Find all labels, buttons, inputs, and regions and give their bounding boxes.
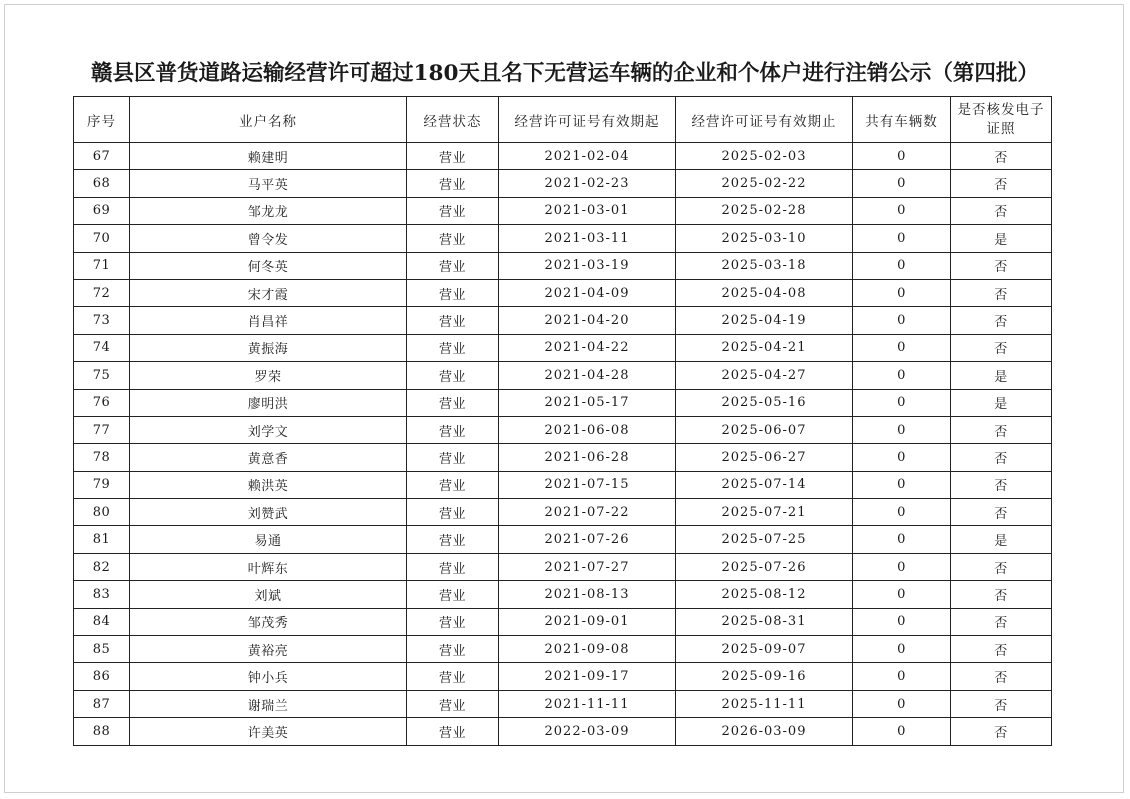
table-row xyxy=(74,471,1052,498)
cell-e-license-issued: 否 xyxy=(951,170,1052,197)
cell-operator-name: 何冬英 xyxy=(130,252,407,279)
cell-license-valid-from: 2022-03-09 xyxy=(499,718,676,745)
cell-serial-number: 79 xyxy=(74,471,130,498)
cell-e-license-issued: 否 xyxy=(951,608,1052,635)
cell-license-valid-from: 2021-06-28 xyxy=(499,444,676,471)
cell-business-status: 营业 xyxy=(407,444,499,471)
cell-license-valid-from: 2021-04-22 xyxy=(499,334,676,361)
cell-business-status: 营业 xyxy=(407,718,499,745)
cell-license-valid-from: 2021-09-01 xyxy=(499,608,676,635)
cell-operator-name: 谢瑞兰 xyxy=(130,690,407,717)
table-row xyxy=(74,553,1052,580)
cell-license-valid-to: 2025-09-16 xyxy=(676,663,853,690)
cell-business-status: 营业 xyxy=(407,499,499,526)
cell-vehicle-count: 0 xyxy=(853,279,951,306)
cell-vehicle-count: 0 xyxy=(853,581,951,608)
cell-e-license-issued: 否 xyxy=(951,471,1052,498)
cell-vehicle-count: 0 xyxy=(853,389,951,416)
cell-e-license-issued: 否 xyxy=(951,553,1052,580)
cell-serial-number: 74 xyxy=(74,334,130,361)
cell-operator-name: 刘学文 xyxy=(130,416,407,443)
cell-serial-number: 77 xyxy=(74,416,130,443)
cell-operator-name: 黄裕亮 xyxy=(130,636,407,663)
cell-license-valid-to: 2025-08-12 xyxy=(676,581,853,608)
cell-e-license-issued: 否 xyxy=(951,197,1052,224)
cell-vehicle-count: 0 xyxy=(853,416,951,443)
cell-vehicle-count: 0 xyxy=(853,718,951,745)
cell-operator-name: 邹龙龙 xyxy=(130,197,407,224)
cell-business-status: 营业 xyxy=(407,553,499,580)
cell-license-valid-to: 2025-11-11 xyxy=(676,690,853,717)
cell-e-license-issued: 是 xyxy=(951,225,1052,252)
table-row xyxy=(74,225,1052,252)
table-row xyxy=(74,499,1052,526)
table-row xyxy=(74,389,1052,416)
cell-operator-name: 刘赞武 xyxy=(130,499,407,526)
cell-license-valid-from: 2021-04-20 xyxy=(499,307,676,334)
cell-vehicle-count: 0 xyxy=(853,362,951,389)
cell-operator-name: 钟小兵 xyxy=(130,663,407,690)
cell-serial-number: 73 xyxy=(74,307,130,334)
cell-operator-name: 刘斌 xyxy=(130,581,407,608)
cell-business-status: 营业 xyxy=(407,197,499,224)
cell-operator-name: 肖昌祥 xyxy=(130,307,407,334)
cell-serial-number: 70 xyxy=(74,225,130,252)
cell-vehicle-count: 0 xyxy=(853,553,951,580)
cell-operator-name: 赖洪英 xyxy=(130,471,407,498)
cell-license-valid-from: 2021-11-11 xyxy=(499,690,676,717)
table-row xyxy=(74,334,1052,361)
cell-license-valid-from: 2021-05-17 xyxy=(499,389,676,416)
cell-e-license-issued: 否 xyxy=(951,636,1052,663)
cell-license-valid-from: 2021-04-09 xyxy=(499,279,676,306)
cell-business-status: 营业 xyxy=(407,252,499,279)
table-row xyxy=(74,143,1052,170)
cell-vehicle-count: 0 xyxy=(853,307,951,334)
cell-business-status: 营业 xyxy=(407,416,499,443)
cell-license-valid-to: 2025-02-28 xyxy=(676,197,853,224)
cell-business-status: 营业 xyxy=(407,526,499,553)
cell-operator-name: 廖明洪 xyxy=(130,389,407,416)
cell-operator-name: 宋才霞 xyxy=(130,279,407,306)
cell-e-license-issued: 是 xyxy=(951,362,1052,389)
cell-serial-number: 71 xyxy=(74,252,130,279)
cell-operator-name: 罗荣 xyxy=(130,362,407,389)
cell-e-license-issued: 否 xyxy=(951,252,1052,279)
cell-vehicle-count: 0 xyxy=(853,334,951,361)
cell-e-license-issued: 否 xyxy=(951,307,1052,334)
cell-operator-name: 马平英 xyxy=(130,170,407,197)
cell-license-valid-to: 2025-07-26 xyxy=(676,553,853,580)
cell-serial-number: 78 xyxy=(74,444,130,471)
cell-serial-number: 87 xyxy=(74,690,130,717)
cell-license-valid-to: 2025-04-08 xyxy=(676,279,853,306)
cell-serial-number: 88 xyxy=(74,718,130,745)
cell-vehicle-count: 0 xyxy=(853,143,951,170)
cell-vehicle-count: 0 xyxy=(853,608,951,635)
table-row xyxy=(74,608,1052,635)
table-row xyxy=(74,307,1052,334)
cell-business-status: 营业 xyxy=(407,389,499,416)
header-business-status: 经营状态 xyxy=(407,97,499,143)
cell-license-valid-to: 2026-03-09 xyxy=(676,718,853,745)
cell-operator-name: 曾令发 xyxy=(130,225,407,252)
cell-license-valid-to: 2025-07-14 xyxy=(676,471,853,498)
table-row xyxy=(74,636,1052,663)
table-row xyxy=(74,526,1052,553)
cell-license-valid-to: 2025-09-07 xyxy=(676,636,853,663)
cell-business-status: 营业 xyxy=(407,362,499,389)
cell-license-valid-to: 2025-07-25 xyxy=(676,526,853,553)
cell-business-status: 营业 xyxy=(407,307,499,334)
cell-e-license-issued: 否 xyxy=(951,444,1052,471)
cell-serial-number: 76 xyxy=(74,389,130,416)
table-row xyxy=(74,279,1052,306)
cell-serial-number: 85 xyxy=(74,636,130,663)
cell-serial-number: 72 xyxy=(74,279,130,306)
table-header-row xyxy=(74,97,1052,143)
cell-license-valid-to: 2025-04-19 xyxy=(676,307,853,334)
cell-license-valid-to: 2025-06-07 xyxy=(676,416,853,443)
cell-license-valid-from: 2021-04-28 xyxy=(499,362,676,389)
cell-serial-number: 83 xyxy=(74,581,130,608)
cell-business-status: 营业 xyxy=(407,279,499,306)
table-row xyxy=(74,197,1052,224)
cell-vehicle-count: 0 xyxy=(853,471,951,498)
cell-operator-name: 叶辉东 xyxy=(130,553,407,580)
cell-serial-number: 80 xyxy=(74,499,130,526)
header-license-valid-from: 经营许可证号有效期起 xyxy=(499,97,676,143)
header-e-license-issued: 是否核发电子证照 xyxy=(951,97,1052,143)
cell-license-valid-to: 2025-04-21 xyxy=(676,334,853,361)
header-vehicle-count: 共有车辆数 xyxy=(853,97,951,143)
cell-operator-name: 邹茂秀 xyxy=(130,608,407,635)
table-row xyxy=(74,416,1052,443)
cell-business-status: 营业 xyxy=(407,636,499,663)
cell-vehicle-count: 0 xyxy=(853,197,951,224)
cell-operator-name: 易通 xyxy=(130,526,407,553)
header-license-valid-to: 经营许可证号有效期止 xyxy=(676,97,853,143)
cell-business-status: 营业 xyxy=(407,690,499,717)
cell-e-license-issued: 否 xyxy=(951,718,1052,745)
cell-serial-number: 67 xyxy=(74,143,130,170)
cell-e-license-issued: 否 xyxy=(951,581,1052,608)
cell-business-status: 营业 xyxy=(407,225,499,252)
cell-license-valid-to: 2025-02-22 xyxy=(676,170,853,197)
cell-serial-number: 75 xyxy=(74,362,130,389)
document-title: 赣县区普货道路运输经营许可超过180天且名下无营运车辆的企业和个体户进行注销公示（第四批） xyxy=(91,61,1039,86)
cell-serial-number: 84 xyxy=(74,608,130,635)
cell-license-valid-to: 2025-03-18 xyxy=(676,252,853,279)
cell-license-valid-to: 2025-04-27 xyxy=(676,362,853,389)
table-row xyxy=(74,362,1052,389)
cell-vehicle-count: 0 xyxy=(853,499,951,526)
cell-operator-name: 黄意香 xyxy=(130,444,407,471)
cell-vehicle-count: 0 xyxy=(853,170,951,197)
cell-business-status: 营业 xyxy=(407,663,499,690)
header-operator-name: 业户名称 xyxy=(130,97,407,143)
cell-vehicle-count: 0 xyxy=(853,225,951,252)
cell-serial-number: 86 xyxy=(74,663,130,690)
cell-business-status: 营业 xyxy=(407,170,499,197)
cell-license-valid-from: 2021-07-15 xyxy=(499,471,676,498)
table-row xyxy=(74,252,1052,279)
cell-e-license-issued: 否 xyxy=(951,279,1052,306)
cell-license-valid-from: 2021-07-22 xyxy=(499,499,676,526)
cell-e-license-issued: 否 xyxy=(951,690,1052,717)
cell-serial-number: 68 xyxy=(74,170,130,197)
cell-license-valid-to: 2025-08-31 xyxy=(676,608,853,635)
cell-e-license-issued: 否 xyxy=(951,143,1052,170)
cell-vehicle-count: 0 xyxy=(853,663,951,690)
cell-license-valid-from: 2021-09-17 xyxy=(499,663,676,690)
cell-operator-name: 许美英 xyxy=(130,718,407,745)
cell-e-license-issued: 是 xyxy=(951,526,1052,553)
cell-license-valid-from: 2021-03-01 xyxy=(499,197,676,224)
table-row xyxy=(74,718,1052,745)
cell-vehicle-count: 0 xyxy=(853,444,951,471)
cell-serial-number: 69 xyxy=(74,197,130,224)
header-serial-number: 序号 xyxy=(74,97,130,143)
cell-e-license-issued: 否 xyxy=(951,663,1052,690)
deregistration-table xyxy=(73,96,1052,746)
table-body xyxy=(74,143,1052,746)
cell-license-valid-to: 2025-06-27 xyxy=(676,444,853,471)
cell-business-status: 营业 xyxy=(407,143,499,170)
cell-license-valid-to: 2025-03-10 xyxy=(676,225,853,252)
table-row xyxy=(74,690,1052,717)
cell-e-license-issued: 是 xyxy=(951,389,1052,416)
cell-business-status: 营业 xyxy=(407,581,499,608)
cell-business-status: 营业 xyxy=(407,471,499,498)
cell-e-license-issued: 否 xyxy=(951,416,1052,443)
cell-license-valid-from: 2021-03-11 xyxy=(499,225,676,252)
cell-license-valid-from: 2021-08-13 xyxy=(499,581,676,608)
cell-business-status: 营业 xyxy=(407,608,499,635)
table-row xyxy=(74,663,1052,690)
cell-license-valid-from: 2021-07-27 xyxy=(499,553,676,580)
table-row xyxy=(74,444,1052,471)
cell-vehicle-count: 0 xyxy=(853,690,951,717)
cell-license-valid-from: 2021-02-23 xyxy=(499,170,676,197)
cell-e-license-issued: 否 xyxy=(951,334,1052,361)
cell-serial-number: 82 xyxy=(74,553,130,580)
cell-vehicle-count: 0 xyxy=(853,526,951,553)
cell-serial-number: 81 xyxy=(74,526,130,553)
cell-operator-name: 黄振海 xyxy=(130,334,407,361)
cell-operator-name: 赖建明 xyxy=(130,143,407,170)
cell-license-valid-from: 2021-07-26 xyxy=(499,526,676,553)
cell-e-license-issued: 否 xyxy=(951,499,1052,526)
cell-business-status: 营业 xyxy=(407,334,499,361)
cell-license-valid-to: 2025-07-21 xyxy=(676,499,853,526)
cell-license-valid-from: 2021-06-08 xyxy=(499,416,676,443)
cell-license-valid-to: 2025-05-16 xyxy=(676,389,853,416)
cell-license-valid-from: 2021-02-04 xyxy=(499,143,676,170)
table-row xyxy=(74,170,1052,197)
cell-vehicle-count: 0 xyxy=(853,636,951,663)
cell-license-valid-from: 2021-09-08 xyxy=(499,636,676,663)
cell-vehicle-count: 0 xyxy=(853,252,951,279)
cell-license-valid-to: 2025-02-03 xyxy=(676,143,853,170)
table-row xyxy=(74,581,1052,608)
cell-license-valid-from: 2021-03-19 xyxy=(499,252,676,279)
